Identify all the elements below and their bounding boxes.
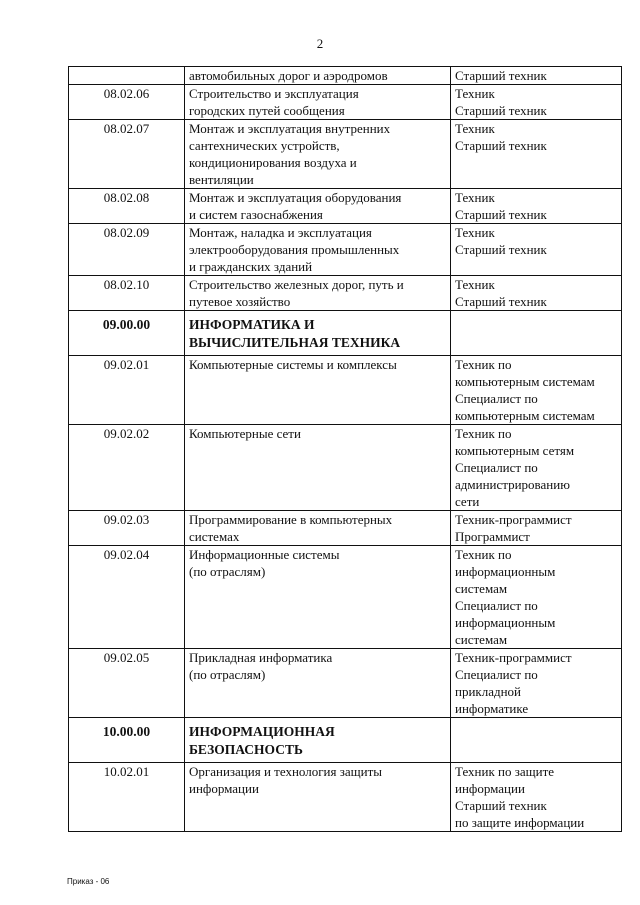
specialty-name-line: путевое хозяйство	[189, 294, 291, 309]
specialty-name	[185, 718, 451, 763]
specialty-name	[185, 763, 451, 832]
specialty-code: 08.02.07	[69, 120, 185, 189]
specialty-name-line: Программирование в компьютерных	[189, 512, 393, 527]
qualification	[451, 311, 622, 356]
specialty-code: 10.00.00	[69, 718, 185, 763]
table-row	[69, 189, 622, 224]
specialty-name	[185, 649, 451, 718]
specialty-name	[185, 189, 451, 224]
specialty-name	[185, 311, 451, 356]
specialties-table	[68, 66, 622, 832]
table-row	[69, 67, 622, 85]
group-row	[69, 718, 622, 763]
qualification	[451, 189, 622, 224]
qualification	[451, 224, 622, 276]
qualification-line: администрированию	[455, 477, 570, 492]
table-row	[69, 276, 622, 311]
qualification-line: Старший техник	[455, 103, 547, 118]
specialty-code: 09.02.04	[69, 546, 185, 649]
qualification	[451, 546, 622, 649]
specialty-name	[185, 546, 451, 649]
specialties-table-body	[69, 67, 622, 832]
specialty-name	[185, 224, 451, 276]
qualification-line: Специалист по	[455, 598, 538, 613]
specialty-name	[185, 511, 451, 546]
specialty-name-line: ВЫЧИСЛИТЕЛЬНАЯ ТЕХНИКА	[189, 335, 401, 350]
table-row	[69, 763, 622, 832]
specialty-code	[69, 67, 185, 85]
specialty-name	[185, 356, 451, 425]
qualification-line: Старший техник	[455, 242, 547, 257]
specialty-name-line: кондиционирования воздуха и	[189, 155, 357, 170]
table-row	[69, 356, 622, 425]
qualification	[451, 276, 622, 311]
qualification-line: Техник	[455, 121, 495, 136]
table-row	[69, 85, 622, 120]
table-row	[69, 120, 622, 189]
specialty-name-line: и систем газоснабжения	[189, 207, 323, 222]
qualification-line: Техник по	[455, 357, 512, 372]
table-row	[69, 546, 622, 649]
qualification-line: прикладной	[455, 684, 522, 699]
specialty-name	[185, 120, 451, 189]
table-row	[69, 511, 622, 546]
table-row	[69, 425, 622, 511]
qualification-line: компьютерным системам	[455, 408, 595, 423]
qualification-line: Программист	[455, 529, 530, 544]
specialty-code: 09.02.05	[69, 649, 185, 718]
specialty-name-line: ИНФОРМАТИКА И	[189, 317, 315, 332]
qualification-line: системам	[455, 632, 508, 647]
qualification-line: Техник-программист	[455, 512, 572, 527]
specialty-name-line: ИНФОРМАЦИОННАЯ	[189, 724, 335, 739]
qualification-line: Старший техник	[455, 294, 547, 309]
qualification	[451, 649, 622, 718]
qualification-line: информатике	[455, 701, 529, 716]
qualification-line: компьютерным системам	[455, 374, 595, 389]
specialty-name-line: системах	[189, 529, 240, 544]
specialty-name-line: Информационные системы	[189, 547, 340, 562]
specialty-name-line: Монтаж и эксплуатация оборудования	[189, 190, 402, 205]
specialty-code: 09.02.02	[69, 425, 185, 511]
qualification	[451, 511, 622, 546]
specialty-name-line: городских путей сообщения	[189, 103, 345, 118]
specialty-name-line: Строительство и эксплуатация	[189, 86, 359, 101]
qualification	[451, 67, 622, 85]
qualification	[451, 356, 622, 425]
footer-mark: Приказ - 06	[67, 877, 110, 886]
table-row	[69, 224, 622, 276]
qualification-line: по защите информации	[455, 815, 585, 830]
specialty-name-line: Прикладная информатика	[189, 650, 333, 665]
qualification-line: Техник по защите	[455, 764, 555, 779]
qualification-line: Старший техник	[455, 68, 547, 83]
group-row	[69, 311, 622, 356]
qualification-line: информационным	[455, 615, 556, 630]
specialty-code: 09.00.00	[69, 311, 185, 356]
qualification-line: Техник по	[455, 547, 512, 562]
specialty-name	[185, 425, 451, 511]
qualification-line: сети	[455, 494, 480, 509]
qualification-line: Техник	[455, 225, 495, 240]
qualification	[451, 120, 622, 189]
specialty-name-line: электрооборудования промышленных	[189, 242, 400, 257]
specialty-name-line: Строительство железных дорог, путь и	[189, 277, 404, 292]
specialty-name-line: БЕЗОПАСНОСТЬ	[189, 742, 303, 757]
specialty-name-line: автомобильных дорог и аэродромов	[189, 68, 388, 83]
specialty-code: 08.02.10	[69, 276, 185, 311]
specialty-code: 10.02.01	[69, 763, 185, 832]
specialty-name-line: Организация и технология защиты	[189, 764, 383, 779]
qualification-line: Старший техник	[455, 798, 547, 813]
qualification-line: информационным	[455, 564, 556, 579]
specialty-name	[185, 67, 451, 85]
specialty-name-line: (по отраслям)	[189, 667, 266, 682]
qualification-line: Техник	[455, 190, 495, 205]
specialty-name	[185, 85, 451, 120]
specialty-name	[185, 276, 451, 311]
specialty-name-line: сантехнических устройств,	[189, 138, 340, 153]
qualification-line: Специалист по	[455, 460, 538, 475]
qualification-line: системам	[455, 581, 508, 596]
specialty-name-line: Компьютерные сети	[189, 426, 301, 441]
specialty-code: 09.02.03	[69, 511, 185, 546]
qualification-line: информации	[455, 781, 525, 796]
specialty-name-line: и гражданских зданий	[189, 259, 313, 274]
specialty-name-line: вентиляции	[189, 172, 254, 187]
table-row	[69, 649, 622, 718]
specialty-code: 08.02.08	[69, 189, 185, 224]
specialty-name-line: Компьютерные системы и комплексы	[189, 357, 397, 372]
qualification-line: Специалист по	[455, 667, 538, 682]
qualification-line: Старший техник	[455, 138, 547, 153]
qualification-line: Старший техник	[455, 207, 547, 222]
qualification-line: Техник	[455, 86, 495, 101]
specialty-name-line: Монтаж и эксплуатация внутренних	[189, 121, 391, 136]
qualification-line: Техник по	[455, 426, 512, 441]
qualification-line: Специалист по	[455, 391, 538, 406]
qualification	[451, 763, 622, 832]
qualification	[451, 718, 622, 763]
page-number: 2	[316, 36, 324, 51]
specialty-code: 08.02.06	[69, 85, 185, 120]
qualification-line: Техник-программист	[455, 650, 572, 665]
specialty-name-line: Монтаж, наладка и эксплуатация	[189, 225, 372, 240]
specialty-code: 09.02.01	[69, 356, 185, 425]
qualification-line: Техник	[455, 277, 495, 292]
qualification	[451, 425, 622, 511]
qualification-line: компьютерным сетям	[455, 443, 575, 458]
specialty-name-line: информации	[189, 781, 259, 796]
qualification	[451, 85, 622, 120]
specialty-name-line: (по отраслям)	[189, 564, 266, 579]
specialty-code: 08.02.09	[69, 224, 185, 276]
